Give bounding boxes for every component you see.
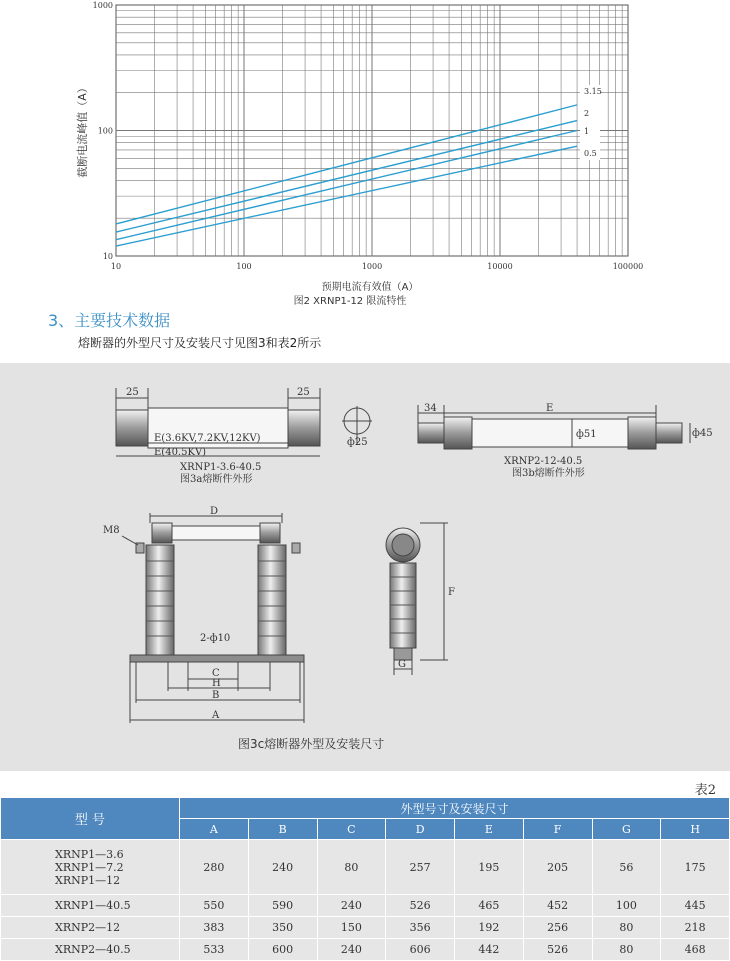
fig3c-dim-b: B	[212, 690, 220, 701]
x-tick-label: 1000	[361, 262, 383, 271]
fig3b-dim-34: 34	[424, 403, 437, 414]
table-cell: 533	[180, 939, 249, 961]
fig3a-dim-e1: E(3.6KV,7.2KV,12KV)	[154, 433, 261, 444]
fig3b-model: XRNP2-12-40.5	[504, 456, 583, 467]
table-cell: 80	[317, 840, 386, 895]
table-cell: 256	[523, 917, 592, 939]
table-col-header: B	[248, 819, 317, 840]
fig3c-dim-d: D	[210, 506, 219, 517]
chart-caption: 图2 XRNP1-12 限流特性	[293, 296, 407, 307]
y-tick-label: 10	[102, 252, 113, 261]
table-cell: 468	[661, 939, 730, 961]
table-cell: 80	[592, 917, 661, 939]
table-cell: 445	[661, 895, 730, 917]
curve-label: 1	[584, 127, 590, 136]
curve-label: 0.5	[584, 149, 597, 158]
table-cell: 218	[661, 917, 730, 939]
table-cell: 442	[455, 939, 524, 961]
table-cell: 80	[592, 939, 661, 961]
table-cell: 465	[455, 895, 524, 917]
y-tick-label: 100	[97, 126, 113, 136]
table-cell: 257	[386, 840, 455, 895]
section-title: 3、主要技术数据	[48, 311, 171, 330]
table-cell: 192	[455, 917, 524, 939]
curve-3.15	[116, 105, 577, 224]
curve-2	[116, 121, 577, 233]
table-cell: 452	[523, 895, 592, 917]
fig3a-dim-e2: E(40.5KV)	[154, 447, 207, 458]
current-limiting-chart	[0, 0, 730, 310]
drawing-svg	[0, 363, 730, 771]
table-cell: 56	[592, 840, 661, 895]
fig3a-model: XRNP1-3.6-40.5	[180, 462, 262, 473]
fig3b-dia45: ф45	[692, 428, 713, 439]
table-cell: 100	[592, 895, 661, 917]
table-col-header: A	[180, 819, 249, 840]
table-cell: 195	[455, 840, 524, 895]
table-header-group: 外型号寸及安装尺寸	[180, 798, 730, 819]
fig3a-dim-25-left: 25	[126, 387, 139, 398]
drawing-panel	[0, 363, 730, 771]
table-cell: 356	[386, 917, 455, 939]
fig3a-diameter: ф25	[347, 437, 368, 448]
fig3c-m8: M8	[103, 525, 120, 536]
chart-xlabel: 预期电流有效值（A）	[321, 282, 419, 293]
section-subtitle: 熔断器的外型尺寸及安装尺寸见图3和表2所示	[78, 336, 322, 350]
x-tick-label: 10000	[487, 262, 513, 271]
x-tick-label: 10	[110, 262, 122, 271]
table-cell-model: XRNP2—40.5	[1, 939, 180, 961]
table-cell-model: XRNP2—12	[1, 917, 180, 939]
table-cell: 150	[317, 917, 386, 939]
table-col-header: E	[455, 819, 524, 840]
table-col-header: C	[317, 819, 386, 840]
table-cell: 280	[180, 840, 249, 895]
fig3b-caption: 图3b熔断件外形	[512, 468, 585, 479]
curve-1	[116, 131, 577, 240]
fig3c-caption: 图3c熔断器外型及安装尺寸	[238, 737, 385, 751]
fig3c-side-view	[386, 523, 455, 675]
table-row	[1, 939, 730, 961]
table-cell-model: XRNP1—3.6 XRNP1—7.2 XRNP1—12	[1, 840, 180, 895]
x-tick-label: 100000	[612, 262, 644, 271]
fig3b-fuse-link	[418, 403, 713, 479]
curve-label: 2	[584, 109, 590, 118]
table-cell: 590	[248, 895, 317, 917]
curve-label: 3.15	[584, 87, 602, 96]
x-tick-label: 100	[236, 262, 252, 271]
table-cell: 383	[180, 917, 249, 939]
dimension-table	[0, 797, 730, 961]
table-header-model: 型 号	[1, 798, 180, 840]
fig3c-dim-h: H	[212, 678, 221, 689]
y-tick-label: 1000	[92, 1, 113, 10]
table-col-header: G	[592, 819, 661, 840]
fig3b-dim-e: E	[546, 403, 554, 414]
table-col-header: D	[386, 819, 455, 840]
table-cell: 205	[523, 840, 592, 895]
table-row	[1, 917, 730, 939]
chart-ylabel: 截断电流峰值（A）	[76, 82, 89, 178]
fig3c-dim-g: G	[398, 659, 406, 670]
fig3c-dim-c: C	[212, 668, 220, 679]
table-row	[1, 840, 730, 895]
fig3c-dim-f: F	[448, 587, 455, 598]
fig3c-dim-a: A	[212, 710, 220, 721]
table-cell: 526	[523, 939, 592, 961]
fig3c-hole: 2-ф10	[200, 633, 231, 644]
table-cell: 175	[661, 840, 730, 895]
table-cell: 240	[248, 840, 317, 895]
table-cell: 526	[386, 895, 455, 917]
table-cell-model: XRNP1—40.5	[1, 895, 180, 917]
fig3a-dim-25-right: 25	[297, 387, 310, 398]
fig3a-fuse-link	[116, 387, 372, 485]
fig3a-caption: 图3a熔断件外形	[180, 474, 253, 485]
table-cell: 240	[317, 895, 386, 917]
table-label: 表2	[694, 783, 716, 798]
table-cell: 600	[248, 939, 317, 961]
table-cell: 606	[386, 939, 455, 961]
fig3c-front-view	[103, 506, 384, 751]
fig3b-dia51: ф51	[576, 429, 597, 440]
table-row	[1, 895, 730, 917]
chart-svg	[0, 0, 730, 310]
table-cell: 240	[317, 939, 386, 961]
table-cell: 350	[248, 917, 317, 939]
table-col-header: H	[661, 819, 730, 840]
table-cell: 550	[180, 895, 249, 917]
table-col-header: F	[523, 819, 592, 840]
